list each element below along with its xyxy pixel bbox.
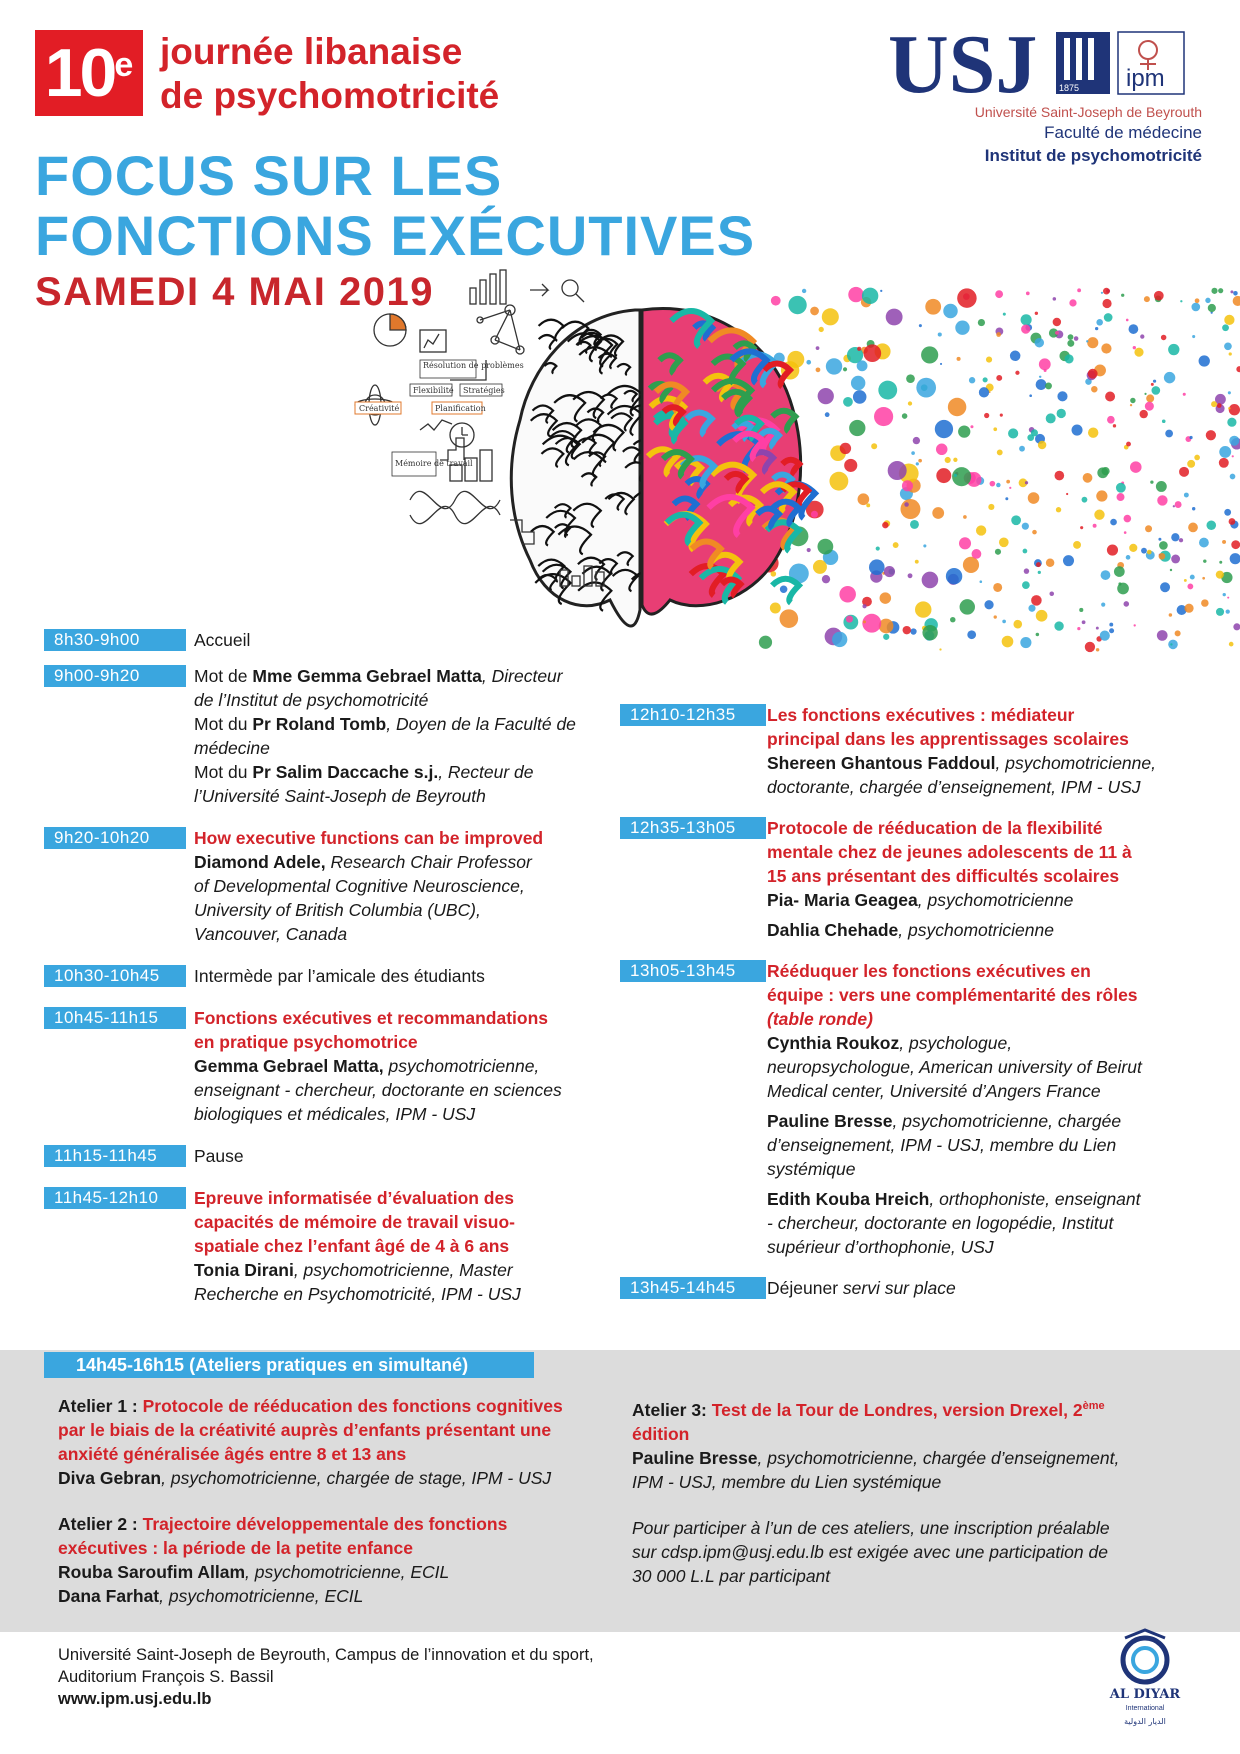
speaker-affiliation: , Doyen de la Faculté de [386, 714, 576, 734]
speaker-affiliation: servi sur place [842, 1278, 956, 1298]
main-title-line-2: FONCTIONS EXÉCUTIVES [35, 204, 756, 267]
speaker-affiliation: IPM - USJ, membre du Lien systémique [632, 1471, 942, 1492]
brain-illustration [359, 270, 1240, 670]
talk-title: Les fonctions exécutives : médiateur [767, 705, 1075, 725]
speaker-affiliation: , Recteur de [438, 762, 534, 782]
slot-text: Accueil [194, 630, 251, 650]
speaker-affiliation: - chercheur, doctorante en logopédie, Institut [767, 1213, 1114, 1233]
talk-title: capacités de mémoire de travail visuo- [194, 1212, 515, 1232]
speaker-affiliation: supérieur d’orthophonie, USJ [767, 1237, 994, 1257]
speaker-affiliation: , psychomotricienne, chargée d’enseignement, [757, 1447, 1120, 1468]
label-resolution: Résolution de problèmes [423, 361, 524, 370]
talk-note: (table ronde) [767, 1009, 873, 1029]
speaker-affiliation: University of British Columbia (UBC), [194, 900, 481, 920]
speaker-affiliation: l’Université Saint-Joseph de Beyrouth [194, 786, 486, 806]
talk-title: Protocole de rééducation des fonctions cognitives [142, 1396, 563, 1416]
institute-name: Institut de psychomotricité [984, 146, 1202, 165]
venue-line-2: Auditorium François S. Bassil [58, 1668, 274, 1686]
speaker-affiliation: , psychomotricienne, Master [293, 1260, 513, 1280]
talk-title: par le biais de la créativité auprès d’enfants présentant une [58, 1420, 552, 1440]
speaker-name: Mme Gemma Gebrael Matta [252, 666, 482, 686]
speaker-name: Cynthia Roukoz [767, 1033, 900, 1053]
schedule-item [767, 703, 1156, 799]
edition-suffix: e [114, 46, 134, 84]
label-flexibilite: Flexibilité [413, 386, 454, 395]
time-slot-badge: 9h00-9h20 [44, 665, 186, 687]
ordinal-suffix: ème [1082, 1400, 1105, 1412]
speaker-name: Dana Farhat [58, 1586, 160, 1606]
speaker-affiliation: , orthophoniste, enseignant [929, 1189, 1141, 1209]
speaker-name: Dahlia Chehade [767, 920, 899, 940]
label-planification: Planification [435, 404, 486, 413]
time-slot-badge: 8h30-9h00 [44, 629, 186, 651]
main-title-line-1: FOCUS SUR LES [35, 144, 503, 207]
university-name: Université Saint-Joseph de Beyrouth [974, 104, 1202, 120]
speaker-affiliation: 30 000 L.L par participant [632, 1565, 831, 1586]
label-creativite: Créativité [359, 404, 400, 413]
speaker-name: Gemma Gebrael Matta, [194, 1056, 384, 1076]
slot-text: Pause [194, 1146, 244, 1166]
schedule-item [194, 628, 250, 652]
al-diyar-sub: International [1125, 1705, 1165, 1712]
speaker-name: Pr Salim Daccache s.j. [252, 762, 439, 782]
label-strategies: Stratégies [463, 386, 505, 395]
usj-logo [888, 18, 1208, 111]
speaker-affiliation: systémique [767, 1159, 856, 1179]
talk-title: Epreuve informatisée d’évaluation des [194, 1188, 514, 1208]
speaker-name: Pia- Maria Geagea [767, 890, 918, 910]
ateliers-header: 14h45-16h15 (Ateliers pratiques en simultané) [44, 1352, 534, 1378]
schedule-item [767, 1276, 956, 1300]
speaker-name: Edith Kouba Hreich [767, 1189, 930, 1209]
label-memoire: Mémoire de travail [395, 459, 473, 468]
schedule-item [767, 959, 1142, 1259]
speaker-affiliation: , psychomotricienne, ECIL [159, 1586, 364, 1606]
paint-splatter [754, 287, 1240, 652]
speaker-affiliation: , psychomotricienne, chargée de stage, IPM - USJ [161, 1468, 552, 1488]
time-slot-badge: 13h05-13h45 [620, 960, 766, 982]
time-slot-badge: 12h35-13h05 [620, 817, 766, 839]
speaker-affiliation: , psychomotricienne [898, 920, 1054, 940]
time-slot-badge: 9h20-10h20 [44, 827, 186, 849]
speaker-affiliation: , psychologue, [899, 1033, 1013, 1053]
speaker-name: Atelier 3: [632, 1399, 712, 1420]
slot-text: Mot du [194, 714, 253, 734]
speaker-affiliation: doctorante, chargée d’enseignement, IPM - USJ [767, 777, 1141, 797]
ipm-logo [1118, 32, 1184, 94]
schedule-item [194, 1186, 521, 1306]
main-title [35, 146, 755, 266]
edition-number-box [35, 30, 143, 116]
talk-title: en pratique psychomotrice [194, 1032, 418, 1052]
website-link[interactable]: www.ipm.usj.edu.lb [58, 1690, 212, 1708]
ateliers-right-column [632, 1394, 1212, 1588]
speaker-name: Diva Gebran [58, 1468, 162, 1488]
al-diyar-name: AL DIYAR [1109, 1687, 1181, 1702]
usj-letters: USJ [888, 18, 1038, 111]
talk-title: Fonctions exécutives et recommandations [194, 1008, 548, 1028]
usj-columns-icon [1056, 32, 1110, 94]
time-slot-badge: 11h45-12h10 [44, 1187, 186, 1209]
time-slot-badge: 11h15-11h45 [44, 1145, 186, 1167]
speaker-name: Shereen Ghantous Faddoul [767, 753, 996, 773]
edition-title [160, 30, 499, 118]
speaker-affiliation: d’enseignement, IPM - USJ, membre du Lien [767, 1135, 1117, 1155]
event-date: SAMEDI 4 MAI 2019 [35, 270, 434, 314]
usj-year: 1875 [1059, 83, 1080, 93]
speaker-name: Pauline Bresse [632, 1447, 758, 1468]
edition-number: 10 [44, 35, 115, 111]
speaker-affiliation: de l’Institut de psychomotricité [194, 690, 429, 710]
talk-title: spatiale chez l’enfant âgé de 4 à 6 ans [194, 1236, 510, 1256]
speaker-name: Atelier 1 : [58, 1396, 143, 1416]
usj-subtitle [862, 104, 1202, 166]
time-slot-badge: 10h30-10h45 [44, 965, 186, 987]
talk-title: Protocole de rééducation de la flexibilité [767, 818, 1103, 838]
speaker-affiliation: biologiques et médicales, IPM - USJ [194, 1104, 476, 1124]
speaker-name: Atelier 2 : [58, 1514, 143, 1534]
speaker-affiliation: Research Chair Professor [325, 852, 532, 872]
slot-text: Mot du [194, 762, 253, 782]
talk-title: Trajectoire développementale des fonctions [142, 1514, 508, 1534]
talk-title: principal dans les apprentissages scolaires [767, 729, 1129, 749]
speaker-affiliation: Medical center, Université d’Angers France [767, 1081, 1101, 1101]
slot-text: Mot de [194, 666, 253, 686]
al-diyar-logo [1105, 1628, 1185, 1738]
schedule-item [767, 816, 1132, 942]
speaker-affiliation: médecine [194, 738, 270, 758]
speaker-affiliation: Pour participer à l’un de ces ateliers, une inscription préalable [632, 1517, 1110, 1538]
speaker-affiliation: enseignant - chercheur, doctorante en sciences [194, 1080, 562, 1100]
schedule-item [194, 964, 485, 988]
venue-footer [58, 1644, 594, 1710]
brain-right-hemisphere [642, 308, 815, 614]
talk-title: Rééduquer les fonctions exécutives en [767, 961, 1091, 981]
talk-title: anxiété généralisée âgés entre 8 et 13 ans [58, 1444, 407, 1464]
speaker-affiliation: , psychomotricienne, ECIL [245, 1562, 450, 1582]
ipm-text: ipm [1126, 65, 1165, 92]
ateliers-left-column [58, 1394, 618, 1608]
faculty-name: Faculté de médecine [1044, 123, 1202, 142]
speaker-affiliation: psychomotricienne, [383, 1056, 540, 1076]
talk-title: 15 ans présentant des difficultés scolaires [767, 866, 1120, 886]
speaker-name: Tonia Dirani [194, 1260, 294, 1280]
al-diyar-arabic: الديار الدولية [1124, 1717, 1166, 1726]
talk-title: Test de la Tour de Londres, version Drexel, 2 [711, 1399, 1083, 1420]
speaker-affiliation: Recherche en Psychomotricité, IPM - USJ [194, 1284, 521, 1304]
speaker-affiliation: Vancouver, Canada [194, 924, 348, 944]
talk-title: exécutives : la période de la petite enfance [58, 1538, 413, 1558]
schedule-item [194, 1006, 562, 1126]
speaker-name: Pauline Bresse [767, 1111, 893, 1131]
speaker-affiliation: , psychomotricienne, [995, 753, 1156, 773]
speaker-affiliation: of Developmental Cognitive Neuroscience, [194, 876, 525, 896]
talk-title: édition [632, 1423, 690, 1444]
time-slot-badge: 13h45-14h45 [620, 1277, 766, 1299]
speaker-name: Pr Roland Tomb [252, 714, 387, 734]
speaker-name: Rouba Saroufim Allam [58, 1562, 246, 1582]
time-slot-badge: 12h10-12h35 [620, 704, 766, 726]
edition-line-1: journée libanaise [160, 31, 463, 72]
speaker-name: Diamond Adele, [194, 852, 326, 872]
slot-text: Intermède par l’amicale des étudiants [194, 966, 485, 986]
schedule-item [194, 1144, 244, 1168]
schedule-item [194, 826, 543, 946]
speaker-affiliation: , psychomotricienne, chargée [892, 1111, 1122, 1131]
schedule-item [194, 664, 576, 808]
talk-title: mentale chez de jeunes adolescents de 11 à [767, 842, 1132, 862]
venue-line-1: Université Saint-Joseph de Beyrouth, Campus de l’innovation et du sport, [58, 1646, 594, 1664]
speaker-affiliation: neuropsychologue, American university of Beirut [767, 1057, 1142, 1077]
edition-line-2: de psychomotricité [160, 75, 500, 116]
talk-title: How executive functions can be improved [194, 828, 544, 848]
speaker-affiliation: sur cdsp.ipm@usj.edu.lb est exigée avec une participation de [632, 1541, 1108, 1562]
speaker-affiliation: , Directeur [481, 666, 563, 686]
illustration-labels [355, 360, 524, 476]
slot-text: Déjeuner [767, 1278, 843, 1298]
talk-title: équipe : vers une complémentarité des rôles [767, 985, 1138, 1005]
speaker-affiliation: , psychomotricienne [917, 890, 1074, 910]
time-slot-badge: 10h45-11h15 [44, 1007, 186, 1029]
